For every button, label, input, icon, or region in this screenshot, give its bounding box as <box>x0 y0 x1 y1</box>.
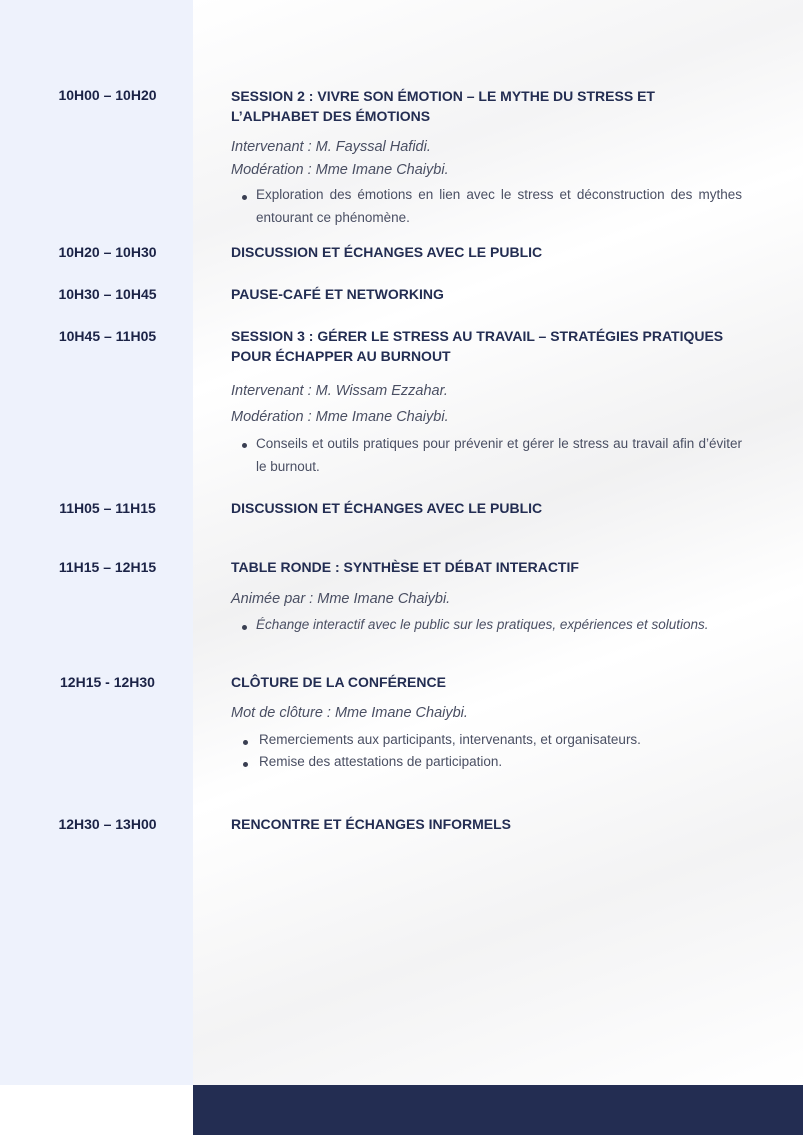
bullet-text: Conseils et outils pratiques pour prévenir et gérer le stress au travail afin d’éviter le burnout. <box>256 436 742 474</box>
speaker: Intervenant : M. Wissam Ezzahar. <box>231 383 448 399</box>
session-title: DISCUSSION ET ÉCHANGES AVEC LE PUBLIC <box>231 500 543 516</box>
speaker: Intervenant : M. Fayssal Hafidi. <box>231 139 431 155</box>
session-title: DISCUSSION ET ÉCHANGES AVEC LE PUBLIC <box>231 244 543 260</box>
moderator: Modération : Mme Imane Chaiybi. <box>231 162 449 178</box>
bullet-text: Échange interactif avec le public sur les pratiques, expériences et solutions. <box>256 617 709 632</box>
bullet-text: Remerciements aux participants, intervenants, et organisateurs. <box>259 732 641 747</box>
bullet-dot-icon <box>243 762 248 767</box>
time-column-background <box>0 0 193 1085</box>
host: Animée par : Mme Imane Chaiybi. <box>231 591 451 607</box>
time-slot: 11H05 – 11H15 <box>59 500 156 516</box>
footer-bar <box>193 1085 803 1135</box>
bullet-dot-icon <box>242 625 247 630</box>
host: Mot de clôture : Mme Imane Chaiybi. <box>231 705 468 721</box>
session-title: SESSION 3 : GÉRER LE STRESS AU TRAVAIL – STRATÉGIES PRATIQUES POUR ÉCHAPPER AU BURNOUT <box>231 328 724 364</box>
bullet-text: Exploration des émotions en lien avec le stress et déconstruction des mythes entourant ce phénomène. <box>256 187 742 225</box>
time-slot: 10H30 – 10H45 <box>58 286 157 302</box>
time-slot: 10H20 – 10H30 <box>58 244 157 260</box>
moderator: Modération : Mme Imane Chaiybi. <box>231 409 449 425</box>
session-title: TABLE RONDE : SYNTHÈSE ET DÉBAT INTERACTIF <box>231 559 579 575</box>
session-title: RENCONTRE ET ÉCHANGES INFORMELS <box>231 816 512 832</box>
time-slot: 10H45 – 11H05 <box>58 328 157 344</box>
bullet-dot-icon <box>242 443 247 448</box>
bullet-dot-icon <box>243 740 248 745</box>
bullet-text: Remise des attestations de participation. <box>259 754 503 769</box>
time-slot: 11H15 – 12H15 <box>58 559 157 575</box>
time-slot: 12H30 – 13H00 <box>58 816 157 832</box>
time-slot: 12H15 - 12H30 <box>60 674 155 690</box>
time-slot: 10H00 – 10H20 <box>58 87 157 103</box>
session-title: CLÔTURE DE LA CONFÉRENCE <box>231 674 446 690</box>
session-title: PAUSE-CAFÉ ET NETWORKING <box>231 286 444 302</box>
session-title: SESSION 2 : VIVRE SON ÉMOTION – LE MYTHE DU STRESS ET L’ALPHABET DES ÉMOTIONS <box>231 88 655 124</box>
bullet-dot-icon <box>242 195 247 200</box>
